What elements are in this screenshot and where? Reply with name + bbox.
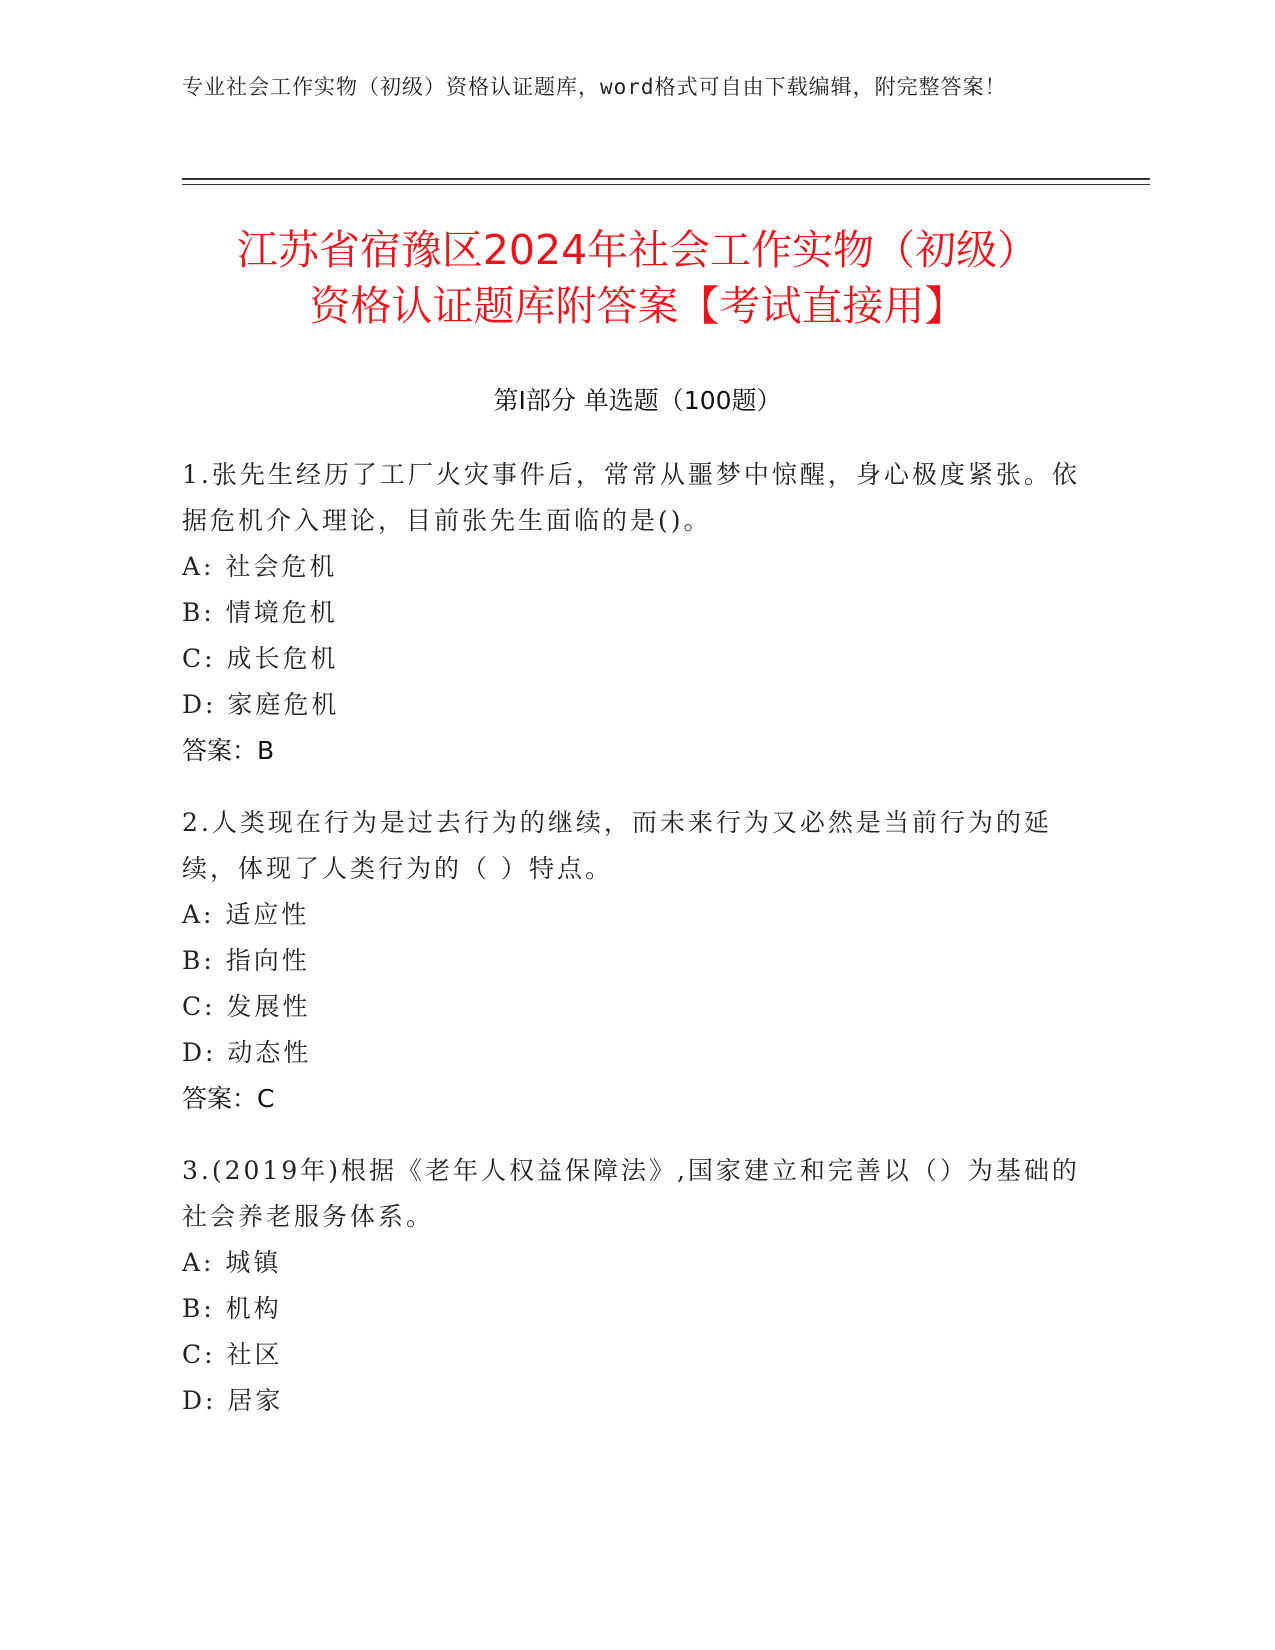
header-note: 专业社会工作实物（初级）资格认证题库，word格式可自由下载编辑，附完整答案！ — [182, 75, 1007, 99]
question-2 — [182, 800, 1082, 1122]
title-line-2: 资格认证题库附答案【考试直接用】 — [309, 282, 966, 330]
option-b: B: 机构 — [182, 1294, 282, 1323]
option-c: C: 社区 — [182, 1340, 283, 1369]
question-text: 1.张先生经历了工厂火灾事件后，常常从噩梦中惊醒，身心极度紧张。依据危机介入理论，目前张先生面临的是()。 — [182, 460, 1080, 535]
question-3 — [182, 1148, 1082, 1424]
answer: 答案：C — [182, 1084, 275, 1113]
option-c: C: 发展性 — [182, 992, 311, 1021]
option-c: C: 成长危机 — [182, 644, 339, 673]
option-d: D: 动态性 — [182, 1038, 312, 1067]
option-d: D: 居家 — [182, 1386, 284, 1415]
question-1 — [182, 452, 1082, 774]
option-b: B: 指向性 — [182, 946, 310, 975]
document-title — [160, 222, 1115, 334]
question-text: 3.(2019年)根据《老年人权益保障法》,国家建立和完善以（）为基础的社会养老服务体系。 — [182, 1156, 1080, 1231]
question-text: 2.人类现在行为是过去行为的继续，而未来行为又必然是当前行为的延续，体现了人类行为的（ ）特点。 — [182, 808, 1052, 883]
title-line-1: 江苏省宿豫区2024年社会工作实物（初级） — [236, 226, 1039, 274]
section-title: 第I部分 单选题（100题） — [493, 386, 782, 415]
option-d: D: 家庭危机 — [182, 690, 340, 719]
option-a: A: 社会危机 — [182, 552, 338, 581]
option-b: B: 情境危机 — [182, 598, 338, 627]
option-a: A: 适应性 — [182, 900, 310, 929]
header-divider-thick — [182, 178, 1150, 180]
answer: 答案：B — [182, 736, 275, 765]
header-divider-thin — [182, 184, 1150, 185]
option-a: A: 城镇 — [182, 1248, 282, 1277]
